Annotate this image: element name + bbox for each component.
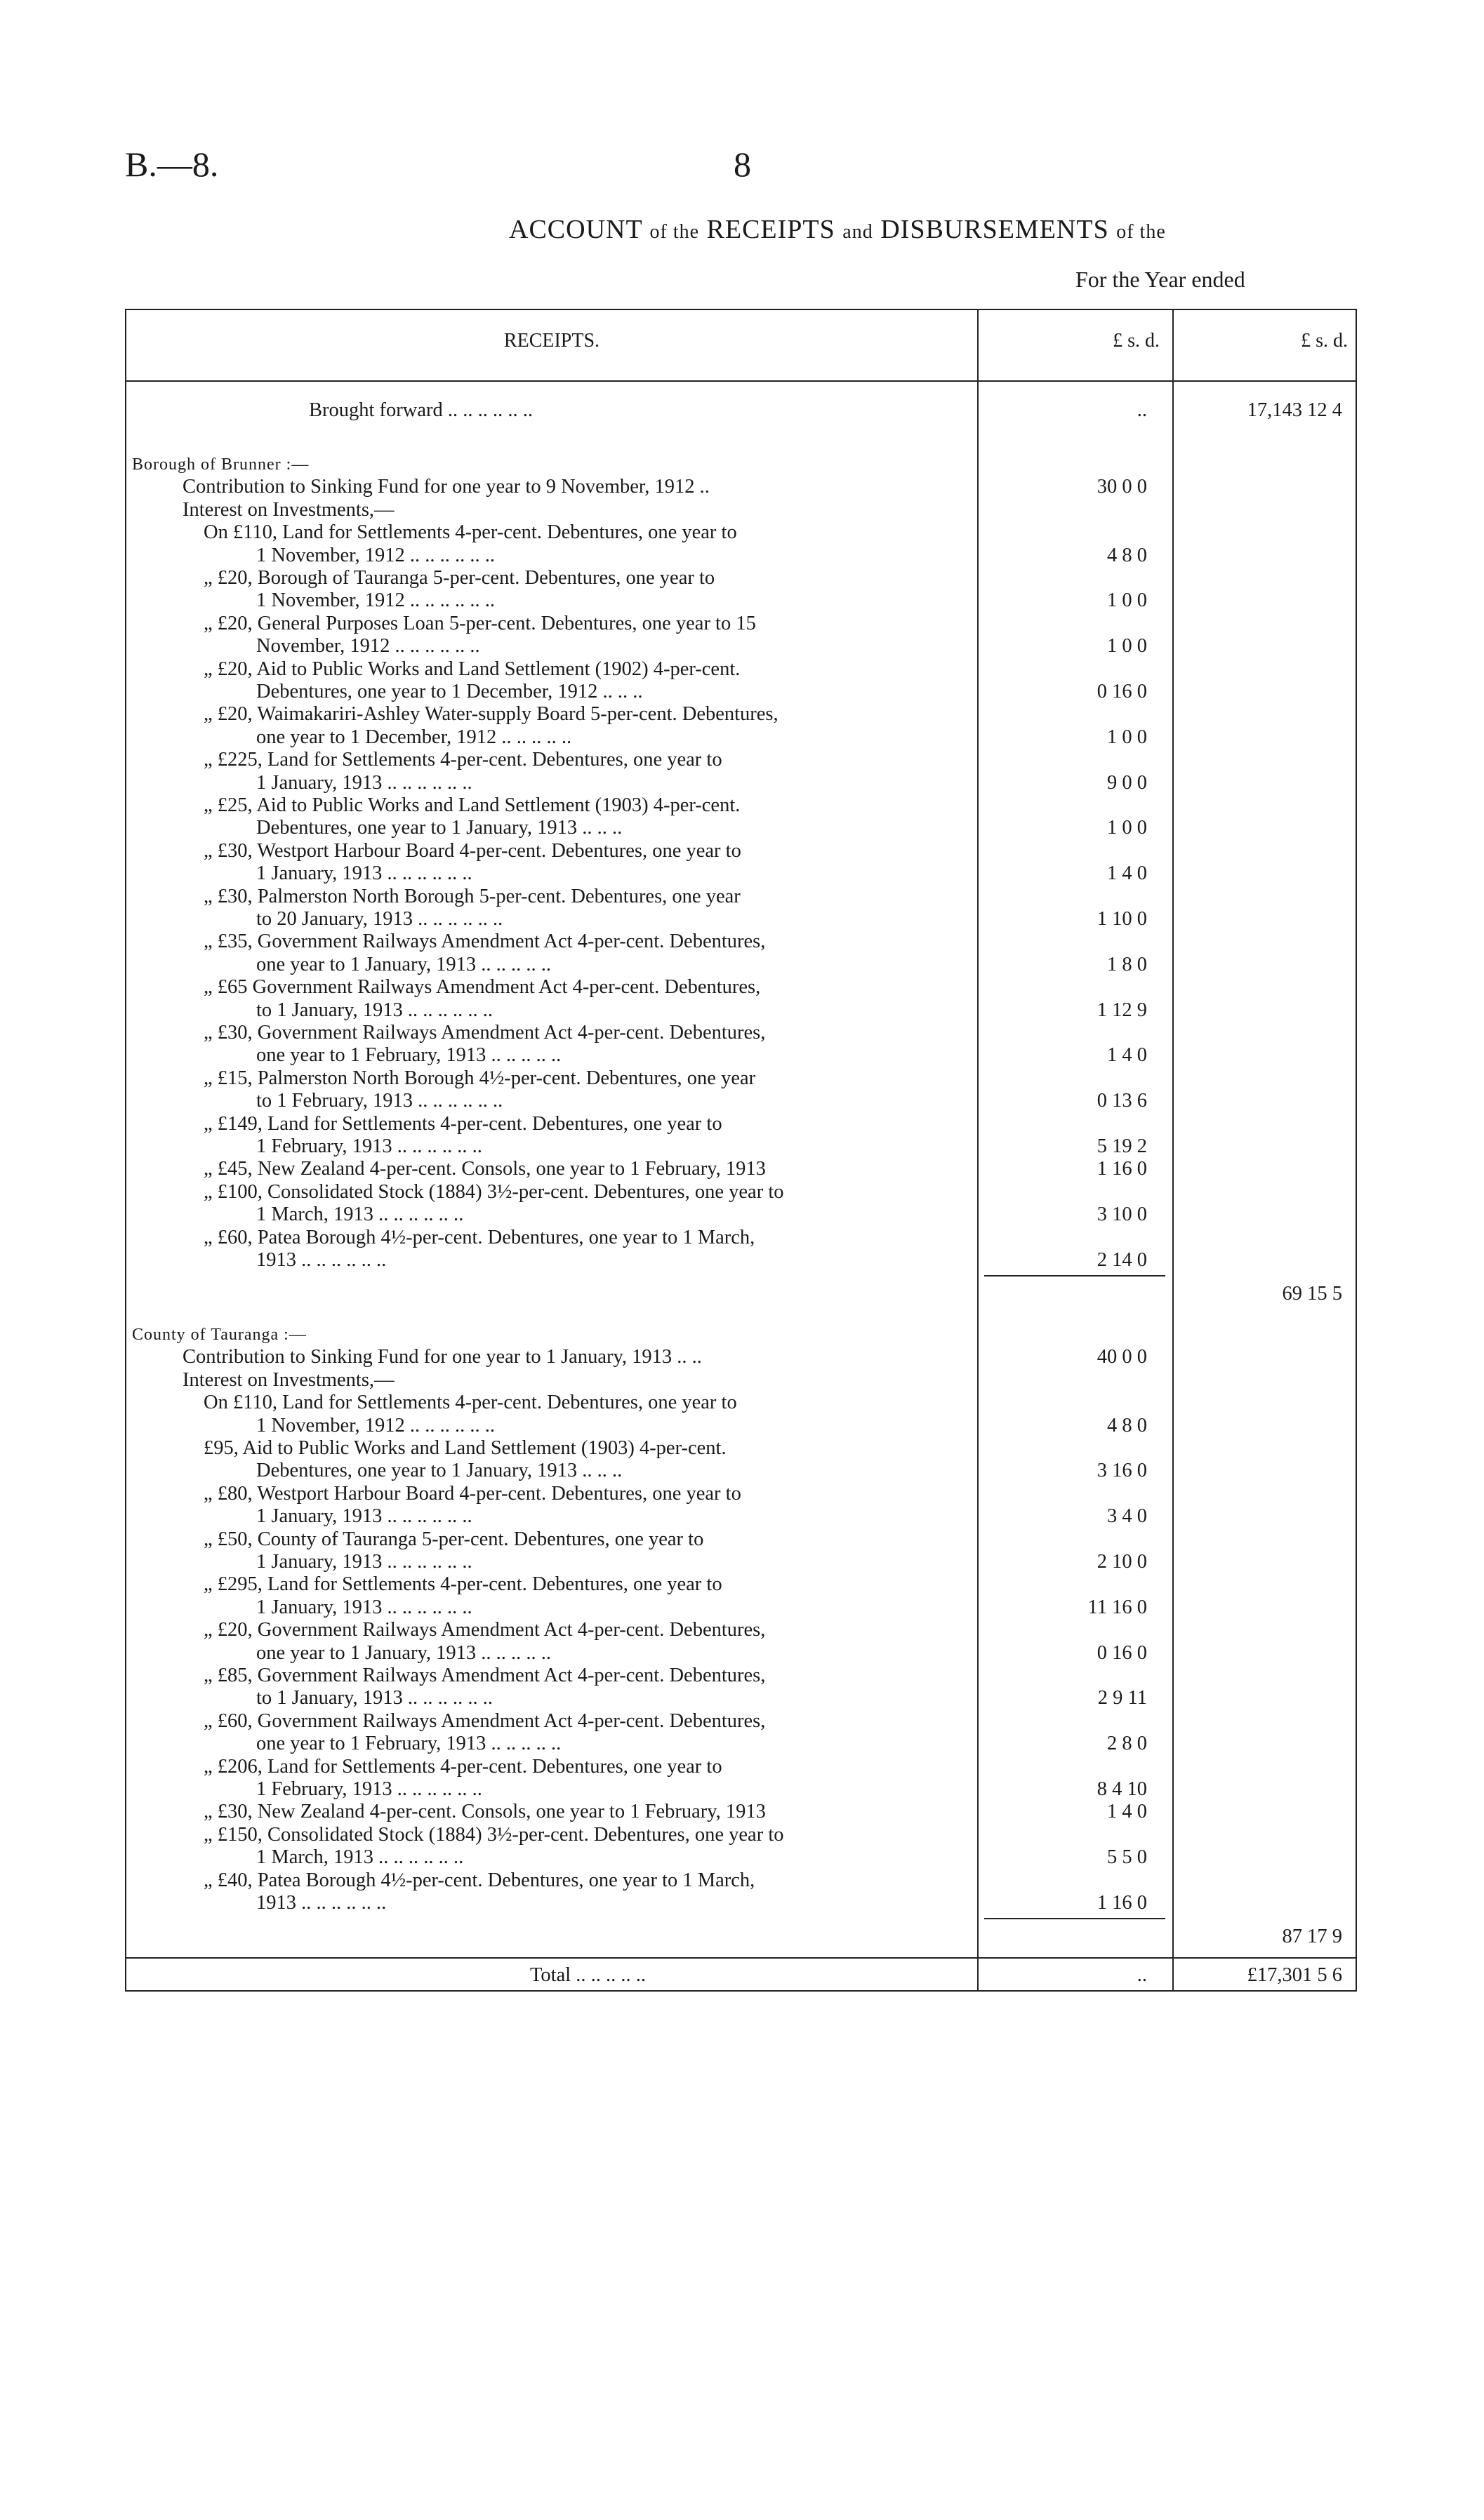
page-reference: B.—8. — [125, 145, 219, 184]
line-item-text: „ £60, Patea Borough 4½-per-cent. Debentures, one year to 1 March, — [204, 1226, 755, 1248]
line-item-text: 1 January, 1913 .. .. .. .. .. .. — [256, 862, 472, 885]
line-item-text: Interest on Investments,— — [183, 1368, 395, 1391]
line-item-text: £95, Aid to Public Works and Land Settlement (1903) 4-per-cent. — [204, 1437, 727, 1459]
line-item-text: „ £295, Land for Settlements 4-per-cent. Debentures, one year to — [204, 1573, 722, 1596]
document-subtitle: For the Year ended — [1075, 267, 1245, 292]
line-item-text: 1 November, 1912 .. .. .. .. .. .. — [256, 1414, 496, 1436]
line-item-text: „ £20, Aid to Public Works and Land Settlement (1902) 4-per-cent. — [204, 658, 741, 680]
line-item-amount: 1 4 0 — [1107, 862, 1147, 885]
line-item-text: „ £30, Government Railways Amendment Act 4-per-cent. Debentures, — [204, 1022, 766, 1044]
grand-total: £17,301 5 6 — [1247, 1964, 1342, 1986]
section-heading: County of Tauranga :— — [132, 1326, 307, 1344]
line-item-text: „ £50, County of Tauranga 5-per-cent. Debentures, one year to — [204, 1528, 704, 1550]
line-item-text: November, 1912 .. .. .. .. .. .. — [256, 635, 480, 658]
line-item-text: „ £100, Consolidated Stock (1884) 3½-per-cent. Debentures, one year to — [204, 1180, 784, 1203]
line-item-text: „ £25, Aid to Public Works and Land Settlement (1903) 4-per-cent. — [204, 794, 741, 816]
line-item-text: one year to 1 December, 1912 .. .. .. .. .. — [256, 726, 572, 748]
line-item-amount: 11 16 0 — [1087, 1596, 1147, 1618]
line-item-text: one year to 1 February, 1913 .. .. .. .. .. — [256, 1044, 562, 1067]
line-item-text: Debentures, one year to 1 December, 1912 .. .. .. — [256, 681, 643, 702]
line-item-amount: 3 16 0 — [1097, 1460, 1147, 1482]
page-number: 8 — [734, 145, 751, 184]
line-item-text: Debentures, one year to 1 January, 1913 .. .. .. — [256, 1460, 623, 1482]
line-item-text: 1 November, 1912 .. .. .. .. .. .. — [256, 544, 496, 566]
line-item-text: 1 January, 1913 .. .. .. .. .. .. — [256, 771, 472, 794]
brought-forward-amount: .. — [1137, 399, 1147, 421]
line-item-amount: 0 16 0 — [1097, 681, 1147, 702]
line-item-amount: 5 19 2 — [1097, 1135, 1147, 1157]
line-item-text: 1 February, 1913 .. .. .. .. .. .. — [256, 1778, 482, 1800]
line-item-amount: 2 8 0 — [1107, 1733, 1147, 1755]
line-item-text: 1 March, 1913 .. .. .. .. .. .. — [256, 1846, 464, 1869]
line-item-text: 1 February, 1913 .. .. .. .. .. .. — [256, 1135, 482, 1157]
line-item-text: On £110, Land for Settlements 4-per-cent. Debentures, one year to — [204, 521, 737, 544]
line-item-amount: 1 0 0 — [1107, 589, 1147, 612]
line-item-text: to 20 January, 1913 .. .. .. .. .. .. — [256, 908, 503, 930]
line-item-text: „ £20, General Purposes Loan 5-per-cent. Debentures, one year to 15 — [204, 612, 756, 634]
line-item-text: to 1 January, 1913 .. .. .. .. .. .. — [256, 1687, 493, 1709]
line-item-text: 1 March, 1913 .. .. .. .. .. .. — [256, 1204, 464, 1226]
line-item-text: Interest on Investments,— — [183, 498, 395, 521]
line-item-text: one year to 1 January, 1913 .. .. .. .. .. — [256, 1641, 552, 1664]
line-item-amount: 30 0 0 — [1097, 476, 1147, 498]
line-item-amount: 1 16 0 — [1097, 1158, 1147, 1180]
line-item-text: „ £20, Borough of Tauranga 5-per-cent. Debentures, one year to — [204, 567, 715, 589]
section-total: 87 17 9 — [1282, 1926, 1342, 1947]
line-item-amount: 4 8 0 — [1107, 1414, 1147, 1436]
line-item-text: 1 January, 1913 .. .. .. .. .. .. — [256, 1551, 472, 1573]
line-item-text: „ £149, Land for Settlements 4-per-cent. Debentures, one year to — [204, 1112, 722, 1135]
line-item-text: to 1 February, 1913 .. .. .. .. .. .. — [256, 1090, 503, 1112]
receipts-table — [125, 309, 1357, 1992]
line-item-text: „ £206, Land for Settlements 4-per-cent. Debentures, one year to — [204, 1755, 722, 1778]
line-item-text: 1 January, 1913 .. .. .. .. .. .. — [256, 1596, 472, 1618]
header-rule — [126, 380, 1356, 382]
line-item-text: „ £30, New Zealand 4-per-cent. Consols, one year to 1 February, 1913 — [204, 1801, 766, 1823]
line-item-text: 1 November, 1912 .. .. .. .. .. .. — [256, 589, 496, 612]
brought-forward-total: 17,143 12 4 — [1247, 399, 1342, 421]
line-item-amount: 8 4 10 — [1097, 1778, 1147, 1800]
total-rule — [126, 1957, 1356, 1959]
section-total: 69 15 5 — [1282, 1283, 1342, 1305]
line-item-amount: 40 0 0 — [1097, 1346, 1147, 1368]
line-item-text: „ £30, Westport Harbour Board 4-per-cent. Debentures, one year to — [204, 839, 741, 862]
line-item-amount: 2 10 0 — [1097, 1551, 1147, 1573]
line-item-text: one year to 1 February, 1913 .. .. .. .. .. — [256, 1733, 562, 1755]
line-item-text: Contribution to Sinking Fund for one year to 9 November, 1912 .. — [183, 476, 710, 498]
line-item-amount: 5 5 0 — [1107, 1846, 1147, 1869]
line-item-text: „ £65 Government Railways Amendment Act 4-per-cent. Debentures, — [204, 976, 761, 999]
line-item-text: Contribution to Sinking Fund for one year to 1 January, 1913 .. .. — [183, 1346, 702, 1368]
line-item-text: to 1 January, 1913 .. .. .. .. .. .. — [256, 999, 493, 1021]
line-item-amount: 4 8 0 — [1107, 544, 1147, 566]
line-item-amount: 1 4 0 — [1107, 1044, 1147, 1067]
column-rule-1 — [977, 310, 979, 1990]
amount-column-header: £ s. d. — [1113, 330, 1160, 352]
total-column-header: £ s. d. — [1301, 330, 1348, 352]
brought-forward-label: Brought forward .. .. .. .. .. .. — [309, 399, 533, 421]
section-subtotal-rule — [984, 1275, 1165, 1276]
line-item-text: „ £150, Consolidated Stock (1884) 3½-per-cent. Debentures, one year to — [204, 1823, 784, 1846]
line-item-amount: 1 0 0 — [1107, 817, 1147, 839]
document-title: ACCOUNT of the RECEIPTS and DISBURSEMENTS of the — [509, 215, 1166, 244]
line-item-text: „ £225, Land for Settlements 4-per-cent. Debentures, one year to — [204, 749, 722, 771]
line-item-text: „ £80, Westport Harbour Board 4-per-cent. Debentures, one year to — [204, 1482, 741, 1505]
line-item-text: 1913 .. .. .. .. .. .. — [256, 1892, 387, 1914]
line-item-text: „ £45, New Zealand 4-per-cent. Consols, one year to 1 February, 1913 — [204, 1158, 766, 1180]
line-item-text: 1 January, 1913 .. .. .. .. .. .. — [256, 1505, 472, 1528]
grand-total-amount: .. — [1137, 1964, 1147, 1986]
line-item-amount: 1 10 0 — [1097, 908, 1147, 930]
line-item-amount: 1 4 0 — [1107, 1801, 1147, 1823]
receipts-column-header: RECEIPTS. — [503, 330, 600, 352]
section-heading: Borough of Brunner :— — [132, 455, 310, 474]
column-rule-2 — [1172, 310, 1174, 1990]
line-item-text: „ £20, Waimakariri-Ashley Water-supply Board 5-per-cent. Debentures, — [204, 703, 779, 726]
line-item-text: Debentures, one year to 1 January, 1913 .. .. .. — [256, 817, 623, 839]
line-item-amount: 3 10 0 — [1097, 1204, 1147, 1226]
line-item-text: On £110, Land for Settlements 4-per-cent. Debentures, one year to — [204, 1392, 737, 1414]
line-item-amount: 0 13 6 — [1097, 1090, 1147, 1112]
line-item-amount: 1 0 0 — [1107, 635, 1147, 658]
line-item-text: one year to 1 January, 1913 .. .. .. .. .. — [256, 953, 552, 975]
line-item-amount: 3 4 0 — [1107, 1505, 1147, 1528]
line-item-text: „ £35, Government Railways Amendment Act 4-per-cent. Debentures, — [204, 931, 766, 953]
grand-total-label: Total .. .. .. .. .. — [530, 1964, 647, 1986]
line-item-amount: 1 16 0 — [1097, 1892, 1147, 1914]
line-item-text: „ £15, Palmerston North Borough 4½-per-cent. Debentures, one year — [204, 1067, 756, 1089]
line-item-amount: 9 0 0 — [1107, 771, 1147, 794]
line-item-amount: 1 12 9 — [1097, 999, 1147, 1021]
line-item-amount: 2 9 11 — [1097, 1687, 1147, 1709]
line-item-amount: 0 16 0 — [1097, 1641, 1147, 1664]
line-item-text: „ £85, Government Railways Amendment Act 4-per-cent. Debentures, — [204, 1665, 766, 1686]
line-item-amount: 1 0 0 — [1107, 726, 1147, 748]
line-item-amount: 2 14 0 — [1097, 1249, 1147, 1271]
line-item-text: „ £20, Government Railways Amendment Act 4-per-cent. Debentures, — [204, 1619, 766, 1641]
section-subtotal-rule — [984, 1918, 1165, 1919]
line-item-text: „ £30, Palmerston North Borough 5-per-cent. Debentures, one year — [204, 885, 741, 907]
line-item-text: „ £60, Government Railways Amendment Act 4-per-cent. Debentures, — [204, 1709, 766, 1732]
line-item-text: „ £40, Patea Borough 4½-per-cent. Debentures, one year to 1 March, — [204, 1869, 755, 1891]
line-item-amount: 1 8 0 — [1107, 953, 1147, 975]
line-item-text: 1913 .. .. .. .. .. .. — [256, 1249, 387, 1271]
